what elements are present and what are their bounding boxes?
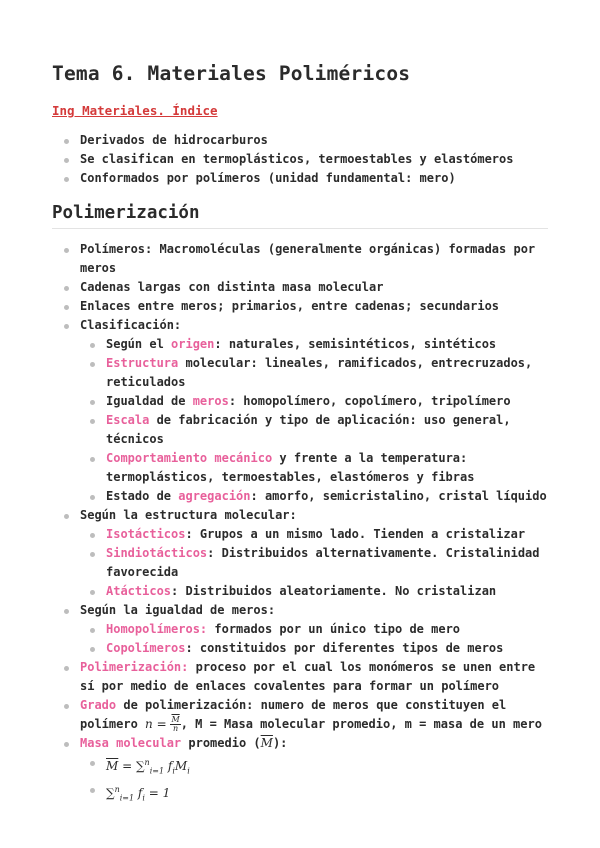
section-list	[52, 240, 552, 808]
list-item: Igualdad de meros: homopolímero, copolímero, tripolímero	[78, 392, 552, 411]
list-item-grado: Grado de polimerización: numero de meros que constituyen el polímero n = $\frac{\overline{M}}{n}$ , M = Masa molecular promedio, m = masa de un mero	[52, 696, 552, 734]
list-item-estructura: Según la estructura molecular: Isotácticos: Grupos a un mismo lado. Tienden a cristalizar Sindiotácticos: Distribuidos alternativamente. Cristalinidad favorecida Atácticos: Distribuidos aleatoriamente. No cristalizan	[52, 506, 552, 601]
list-item: Enlaces entre meros; primarios, entre cadenas; secundarios	[52, 297, 552, 316]
list-item: Se clasifican en termoplásticos, termoestables y elastómeros	[52, 150, 552, 169]
formula-item: ∑$^n_{i=1}$ $f_i = 1$	[78, 780, 552, 807]
list-item: Estructura molecular: lineales, ramificados, entrecruzados, reticulados	[78, 354, 552, 392]
page-title: Tema 6. Materiales Poliméricos	[52, 62, 411, 85]
list-item: Sindiotácticos: Distribuidos alternativamente. Cristalinidad favorecida	[78, 544, 552, 582]
formula-item: $\overline{M} = \sum^n_{i=1}$ $f_iM_i$	[78, 753, 552, 780]
list-item: Según el origen: naturales, semisintéticos, sintéticos	[78, 335, 552, 354]
list-item: Polímeros: Macromoléculas (generalmente orgánicas) formadas por meros	[52, 240, 552, 278]
list-item-igualdad: Según la igualdad de meros: Homopolímeros: formados por un único tipo de mero Copolímeros: constituidos por diferentes tipos de meros	[52, 601, 552, 658]
list-item-masa: Masa molecular promedio $(\overline{M})$: $\overline{M} = \sum^n_{i=1}$ $f_iM_i$ ∑$^n_{i=1}$ $f_i = 1$	[52, 734, 552, 808]
list-item: Conformados por polímeros (unidad fundamental: mero)	[52, 169, 552, 188]
breadcrumb-link[interactable]: Ing Materiales. Índice	[52, 103, 218, 118]
list-item: Estado de agregación: amorfo, semicristalino, cristal líquido	[78, 487, 552, 506]
section-heading: Polimerización	[52, 203, 548, 229]
list-item: Isotácticos: Grupos a un mismo lado. Tienden a cristalizar	[78, 525, 552, 544]
list-item: Atácticos: Distribuidos aleatoriamente. No cristalizan	[78, 582, 552, 601]
list-item: Derivados de hidrocarburos	[52, 131, 552, 150]
list-item: Homopolímeros: formados por un único tipo de mero	[78, 620, 552, 639]
list-item: Escala de fabricación y tipo de aplicación: uso general, técnicos	[78, 411, 552, 449]
intro-list	[52, 131, 552, 188]
list-item: Comportamiento mecánico y frente a la temperatura: termoplásticos, termoestables, elastómeros y fibras	[78, 449, 552, 487]
formula-fraction: $\frac{\overline{M}}{n}$	[171, 715, 180, 733]
list-item-clasificacion: Clasificación: Según el origen: naturales, semisintéticos, sintéticos Estructura molecular: lineales, ramificados, entrecruzados, reticulados Igualdad de meros: homopolímero, copolímero, tripolímero Escala de fabricación y tipo de aplicación: uso general, técnicos Comportamiento mecánico y frente a la temperatura: termoplásticos, termoestables, elastómeros y fibras Estado de agregación: amorfo, semicristalino, cristal líquido	[52, 316, 552, 506]
list-item: Polimerización: proceso por el cual los monómeros se unen entre sí por medio de enlaces covalentes para formar un polímero	[52, 658, 552, 696]
list-item: Copolímeros: constituidos por diferentes tipos de meros	[78, 639, 552, 658]
list-item: Cadenas largas con distinta masa molecular	[52, 278, 552, 297]
formula-n: n	[145, 717, 153, 731]
